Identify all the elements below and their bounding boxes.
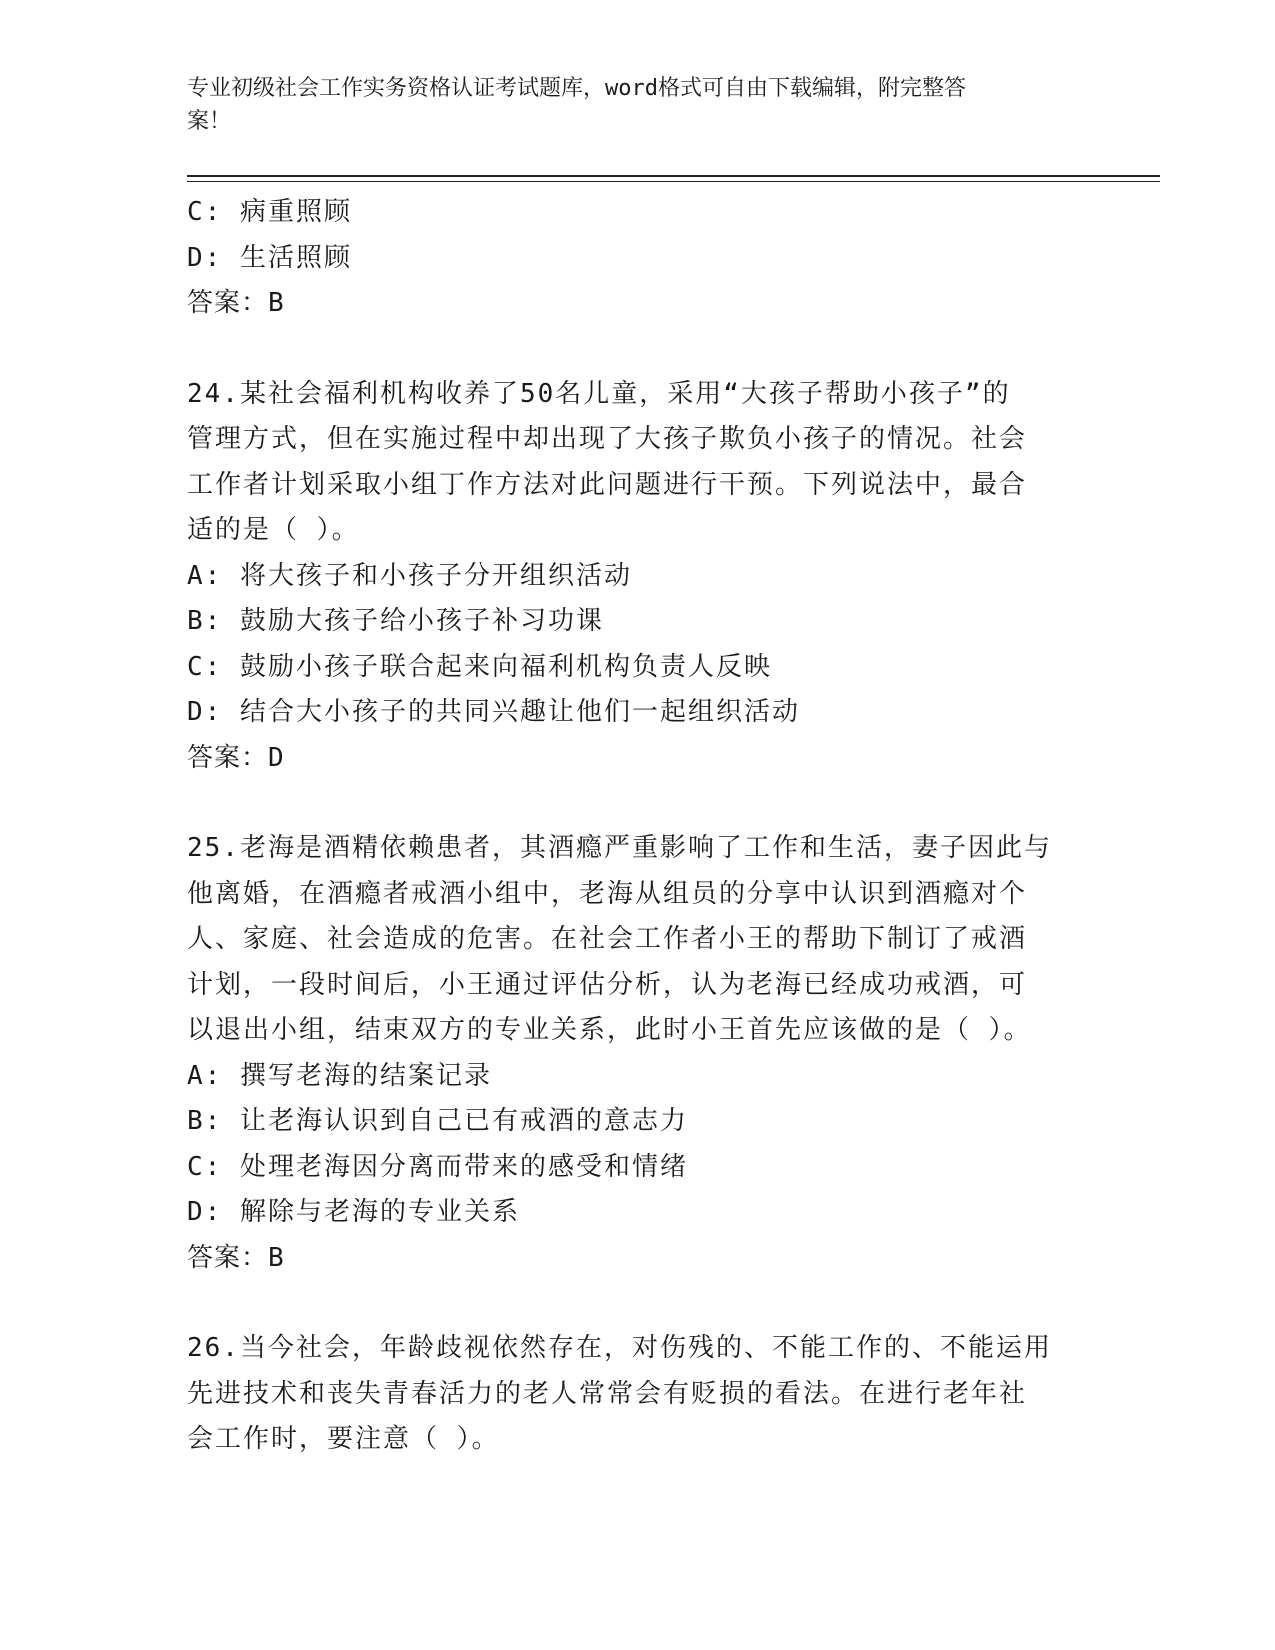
answer-line: 答案：B	[187, 1242, 285, 1273]
page-header	[187, 72, 1087, 138]
question-text-line: 工作者计划采取小组丁作方法对此问题进行干预。下列说法中，最合	[187, 469, 1028, 500]
header-line-1: 专业初级社会工作实务资格认证考试题库，word格式可自由下载编辑，附完整答	[187, 76, 966, 101]
question-24	[187, 372, 1087, 782]
option-b: B: 鼓励大孩子给小孩子补习功课	[187, 606, 604, 636]
answer-line: 答案：D	[187, 742, 285, 773]
option-a: A: 将大孩子和小孩子分开组织活动	[187, 560, 632, 591]
question-text-line: 会工作时，要注意（ ）。	[187, 1424, 500, 1454]
option-c: C: 处理老海因分离而带来的感受和情绪	[187, 1151, 688, 1182]
question-text-line: 管理方式，但在实施过程中却出现了大孩子欺负小孩子的情况。社会	[187, 424, 1028, 454]
option-c: C: 病重照顾	[187, 197, 352, 227]
option-d: D: 结合大小孩子的共同兴趣让他们一起组织活动	[187, 697, 800, 727]
header-line-2: 案！	[187, 109, 232, 134]
question-text-line: 24.某社会福利机构收养了50名儿童，采用“大孩子帮助小孩子”的	[187, 378, 1011, 409]
question-text-line: 适的是（ ）。	[187, 515, 360, 545]
question-26	[187, 1326, 1087, 1463]
header-rule-thin	[187, 181, 1160, 182]
option-c: C: 鼓励小孩子联合起来向福利机构负责人反映	[187, 651, 772, 682]
question-content	[187, 190, 1087, 1463]
question-text-line: 先进技术和丧失青春活力的老人常常会有贬损的看法。在进行老年社	[187, 1378, 1028, 1409]
question-text-line: 计划，一段时间后，小王通过评估分析，认为老海已经成功戒酒，可	[187, 969, 1028, 1000]
question-text-line: 25.老海是酒精依赖患者，其酒瘾严重影响了工作和生活，妻子因此与	[187, 833, 1052, 863]
question-text-line: 26.当今社会，年龄歧视依然存在，对伤残的、不能工作的、不能运用	[187, 1333, 1052, 1363]
question-text-line: 以退出小组，结束双方的专业关系，此时小王首先应该做的是（ ）。	[187, 1015, 1032, 1045]
header-rule-thick	[187, 175, 1160, 177]
question-text-line: 人、家庭、社会造成的危害。在社会工作者小王的帮助下制订了戒酒	[187, 924, 1028, 954]
question-25	[187, 826, 1087, 1281]
prev-question-block	[187, 190, 1087, 327]
option-d: D: 生活照顾	[187, 242, 352, 273]
option-a: A: 撰写老海的结案记录	[187, 1060, 492, 1091]
option-d: D: 解除与老海的专业关系	[187, 1197, 520, 1227]
option-b: B: 让老海认识到自己已有戒酒的意志力	[187, 1106, 688, 1136]
answer-line: 答案：B	[187, 288, 285, 318]
question-text-line: 他离婚，在酒瘾者戒酒小组中，老海从组员的分享中认识到酒瘾对个	[187, 878, 1028, 909]
